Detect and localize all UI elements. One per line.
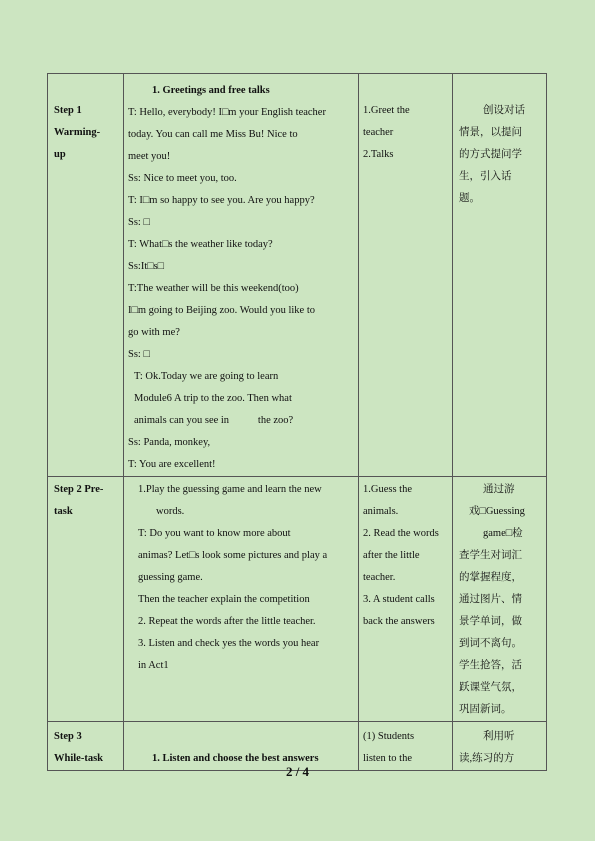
activity-line: teacher.: [363, 572, 396, 583]
procedure-line: go with me?: [128, 327, 180, 338]
section-heading: 1. Greetings and free talks: [152, 85, 270, 96]
procedure-line: 2. Repeat the words after the little teacher.: [138, 616, 316, 627]
section-heading: 1. Listen and choose the best answers: [152, 753, 319, 764]
procedure-cell: [124, 477, 359, 722]
purpose-line: 的方式提问学: [459, 149, 522, 160]
step-label: While-task: [54, 753, 104, 764]
procedure-cell: [124, 74, 359, 477]
activity-line: back the answers: [363, 616, 435, 627]
procedure-line: I□m going to Beijing zoo. Would you like to: [128, 305, 316, 316]
step-cell: [48, 74, 124, 477]
procedure-line: T: Hello, everybody! I□m your English teacher: [128, 107, 326, 118]
purpose-line: 巩固新词。: [459, 704, 512, 715]
procedure-line: T: I□m so happy to see you. Are you happy?: [128, 195, 315, 206]
procedure-line: guessing game.: [138, 572, 203, 583]
procedure-line: T: You are excellent!: [128, 459, 216, 470]
step-label: task: [54, 506, 73, 517]
activity-line: 1.Greet the: [363, 105, 410, 116]
procedure-line: Then the teacher explain the competition: [138, 594, 310, 605]
step-label: Step 2 Pre-: [54, 484, 104, 495]
procedure-line: Ss: Panda, monkey,: [128, 437, 211, 448]
activity-line: after the little: [363, 550, 420, 561]
procedure-line: Ss: Nice to meet you, too.: [128, 173, 237, 184]
step-label: Step 3: [54, 731, 82, 742]
procedure-line: 3. Listen and check yes the words you hear: [138, 638, 320, 649]
purpose-line: 景学单词，做: [459, 616, 522, 627]
step-label: Warming-: [54, 127, 101, 138]
table-row: [48, 477, 547, 722]
purpose-cell: [453, 477, 547, 722]
procedure-line: 1.Play the guessing game and learn the new: [138, 484, 322, 495]
purpose-line: 到词不离句。: [459, 638, 522, 649]
purpose-line: 戏□Guessing: [469, 506, 525, 517]
procedure-line: T: What□s the weather like today?: [128, 239, 273, 250]
procedure-line: Ss: □: [128, 349, 150, 360]
procedure-line: words.: [156, 506, 185, 517]
step-label: up: [54, 149, 66, 160]
purpose-line: 学生抢答，活: [459, 660, 522, 671]
procedure-line: today. You can call me Miss Bu! Nice to: [128, 129, 298, 140]
procedure-line: Module6 A trip to the zoo. Then what: [134, 393, 292, 404]
table-row: [48, 74, 547, 477]
activity-line: 1.Guess the: [363, 484, 412, 495]
procedure-line: Ss: □: [128, 217, 150, 228]
purpose-line: 通过图片、情: [459, 594, 522, 605]
page-number: 2 / 4: [285, 764, 310, 779]
purpose-line: 通过游: [483, 484, 515, 495]
step-cell: [48, 477, 124, 722]
purpose-line: 利用听: [483, 731, 515, 742]
activity-line: listen to the: [363, 753, 412, 764]
purpose-line: game□检: [483, 528, 523, 539]
activity-line: 2.Talks: [363, 149, 394, 160]
purpose-line: 题。: [459, 193, 480, 204]
activity-line: 2. Read the words: [363, 528, 439, 539]
purpose-line: 跃课堂气氛，: [459, 682, 522, 693]
procedure-line: Ss:It□s□: [128, 261, 165, 272]
step-label: Step 1: [54, 105, 82, 116]
activities-cell: [359, 74, 453, 477]
activity-line: teacher: [363, 127, 394, 138]
procedure-line: animas? Let□s look some pictures and play a: [138, 550, 328, 561]
purpose-line: 情景，以提问: [459, 127, 522, 138]
procedure-line: in Act1: [138, 660, 169, 671]
purpose-line: 生，引入话: [459, 171, 512, 182]
procedure-line: animals can you see in the zoo?: [134, 415, 294, 426]
purpose-line: 读,练习的方: [459, 753, 515, 764]
lesson-plan-table: [47, 73, 547, 771]
purpose-line: 的掌握程度，: [459, 572, 522, 583]
activity-line: animals.: [363, 506, 399, 517]
purpose-line: 创设对话: [483, 105, 525, 116]
activities-cell: [359, 477, 453, 722]
purpose-line: 查学生对词汇: [459, 550, 522, 561]
purpose-cell: [453, 74, 547, 477]
procedure-line: meet you!: [128, 151, 171, 162]
activity-line: 3. A student calls: [363, 594, 435, 605]
procedure-line: T:The weather will be this weekend(too): [128, 283, 299, 294]
procedure-line: T: Ok.Today we are going to learn: [134, 371, 279, 382]
procedure-line: T: Do you want to know more about: [138, 528, 291, 539]
activity-line: (1) Students: [363, 731, 415, 742]
